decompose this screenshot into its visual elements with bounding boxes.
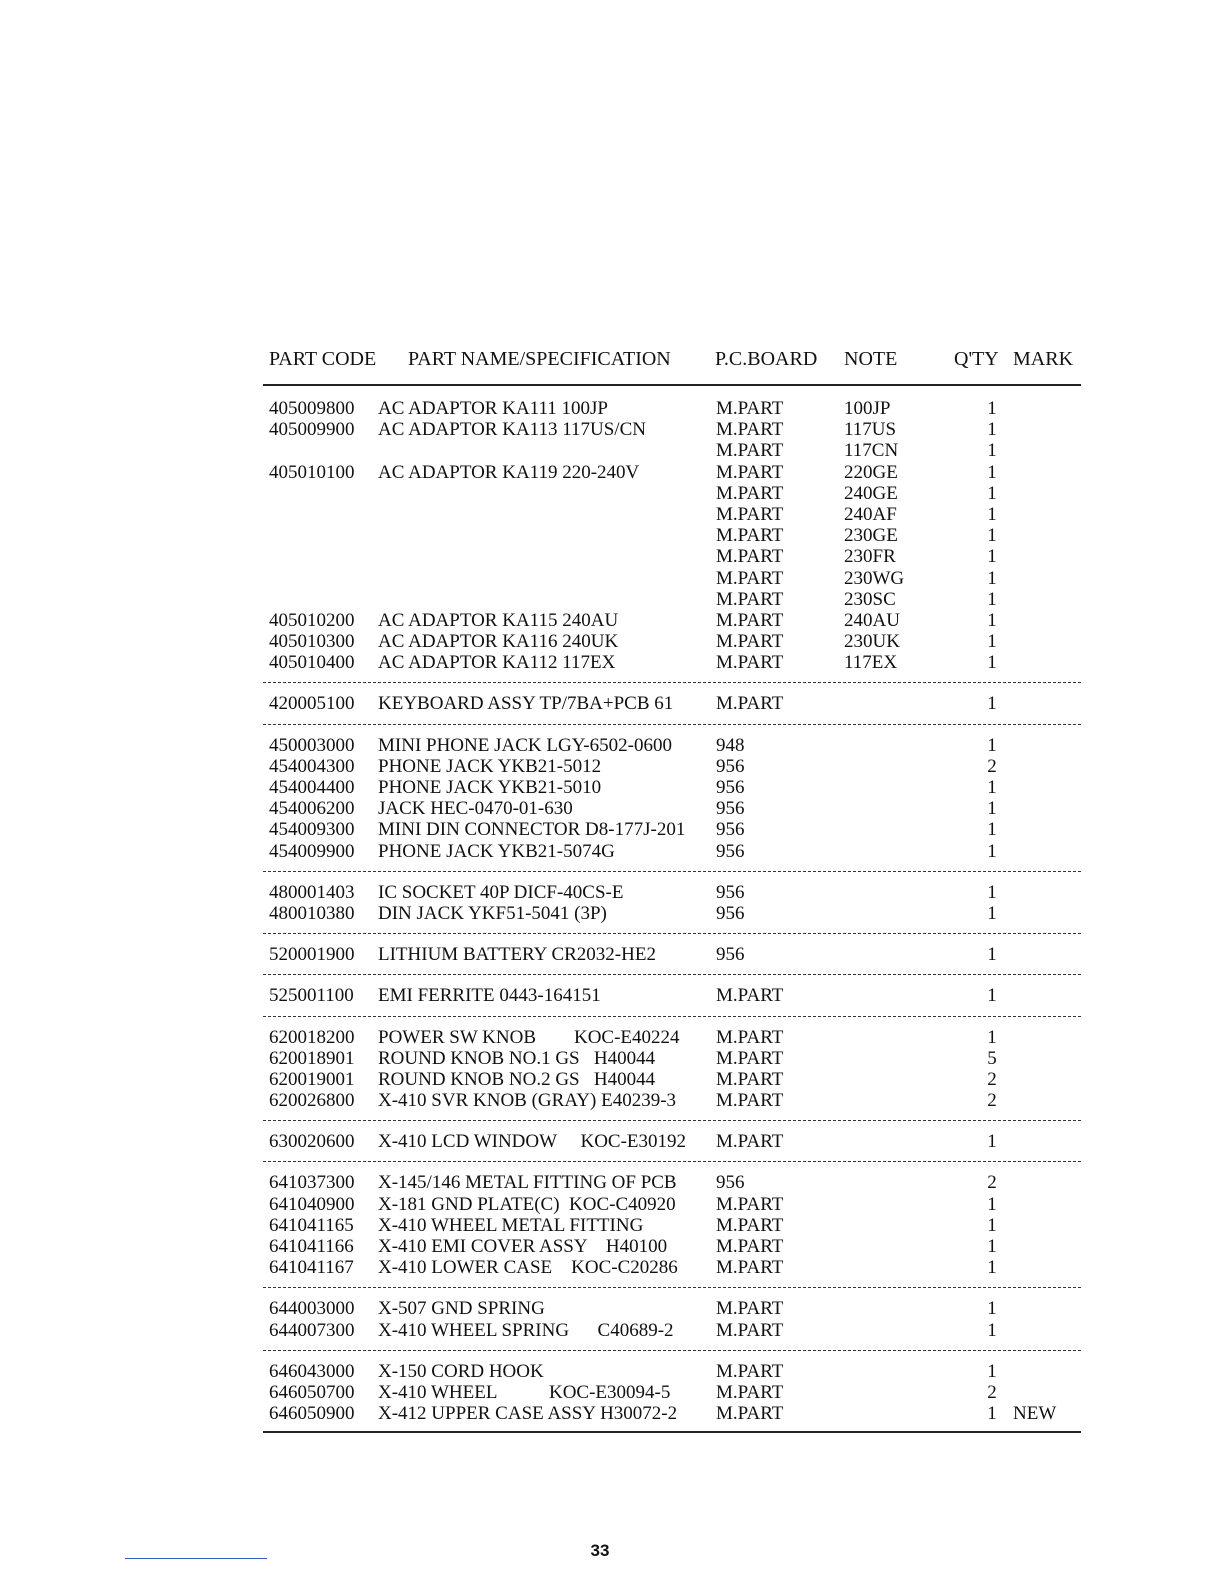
header-part-code: PART CODE <box>269 348 377 370</box>
header-note: NOTE <box>844 348 898 370</box>
cell-note: 230UK <box>844 631 900 653</box>
cell-pc-board: M.PART <box>716 461 784 483</box>
cell-part-name: X-507 GND SPRING <box>378 1298 545 1320</box>
cell-note: 230GE <box>844 525 898 547</box>
table-body <box>263 386 1081 1424</box>
parts-list <box>263 348 1081 1433</box>
cell-qty: 1 <box>987 567 997 589</box>
cell-qty: 1 <box>987 631 997 653</box>
cell-note: 240AF <box>844 503 897 525</box>
cell-pc-board: 956 <box>716 944 745 966</box>
cell-qty: 1 <box>987 652 997 674</box>
cell-qty: 2 <box>987 755 997 777</box>
cell-qty: 2 <box>987 1068 997 1090</box>
table-row <box>263 483 1081 504</box>
cell-part-code: 646043000 <box>269 1360 355 1382</box>
cell-part-name: X-410 LOWER CASE KOC-C20286 <box>378 1257 678 1279</box>
part-group <box>263 1027 1081 1112</box>
cell-part-code: 641041167 <box>269 1257 354 1279</box>
cell-pc-board: M.PART <box>716 1026 784 1048</box>
cell-part-name: IC SOCKET 40P DICF-40CS-E <box>378 881 624 903</box>
part-group <box>263 944 1081 965</box>
cell-part-name: AC ADAPTOR KA115 240AU <box>378 609 619 631</box>
cell-part-name: POWER SW KNOB KOC-E40224 <box>378 1026 680 1048</box>
cell-pc-board: M.PART <box>716 525 784 547</box>
header-pc-board: P.C.BOARD <box>715 348 818 370</box>
cell-pc-board: 948 <box>716 734 745 756</box>
group-separator <box>263 1120 1081 1121</box>
table-row <box>263 735 1081 756</box>
cell-part-name: X-410 WHEEL SPRING C40689-2 <box>378 1319 674 1341</box>
cell-pc-board: M.PART <box>716 419 784 441</box>
group-separator <box>263 682 1081 683</box>
cell-part-name: LITHIUM BATTERY CR2032-HE2 <box>378 944 656 966</box>
cell-pc-board: 956 <box>716 902 745 924</box>
cell-part-code: 644003000 <box>269 1298 355 1320</box>
cell-pc-board: M.PART <box>716 1360 784 1382</box>
header-qty: Q'TY <box>954 348 999 370</box>
cell-qty: 1 <box>987 503 997 525</box>
group-separator <box>263 724 1081 725</box>
cell-qty: 1 <box>987 1193 997 1215</box>
cell-part-name: AC ADAPTOR KA112 117EX <box>378 652 616 674</box>
table-row <box>263 944 1081 965</box>
cell-part-code: 405010200 <box>269 609 355 631</box>
cell-pc-board: M.PART <box>716 398 784 419</box>
cell-qty: 1 <box>987 525 997 547</box>
table-row <box>263 568 1081 589</box>
header-part-name: PART NAME/SPECIFICATION <box>408 348 671 370</box>
cell-note: 117EX <box>844 652 898 674</box>
cell-part-code: 630020600 <box>269 1131 355 1153</box>
part-group <box>263 1298 1081 1340</box>
cell-part-name: EMI FERRITE 0443-164151 <box>378 985 601 1007</box>
cell-part-code: 520001900 <box>269 944 355 966</box>
cell-pc-board: 956 <box>716 840 745 862</box>
cell-pc-board: M.PART <box>716 1131 784 1153</box>
cell-qty: 1 <box>987 461 997 483</box>
cell-pc-board: M.PART <box>716 1236 784 1257</box>
cell-qty: 1 <box>987 693 997 715</box>
cell-pc-board: M.PART <box>716 567 784 589</box>
table-row <box>263 693 1081 714</box>
table-row <box>263 1403 1081 1424</box>
table-row <box>263 631 1081 652</box>
cell-qty: 1 <box>987 1026 997 1048</box>
group-separator <box>263 1161 1081 1162</box>
cell-qty: 2 <box>987 1090 997 1112</box>
cell-part-code: 405010300 <box>269 631 355 653</box>
cell-qty: 1 <box>987 588 997 610</box>
part-group <box>263 693 1081 714</box>
cell-part-code: 480010380 <box>269 902 355 924</box>
table-row <box>263 462 1081 483</box>
group-separator <box>263 933 1081 934</box>
cell-part-code: 450003000 <box>269 734 355 756</box>
cell-pc-board: 956 <box>716 755 745 777</box>
group-separator <box>263 871 1081 872</box>
cell-note: 117CN <box>844 440 899 462</box>
cell-part-code: 646050700 <box>269 1381 355 1403</box>
cell-part-name: ROUND KNOB NO.2 GS H40044 <box>378 1068 656 1090</box>
cell-part-name: KEYBOARD ASSY TP/7BA+PCB 61 <box>378 693 674 715</box>
table-row <box>263 819 1081 840</box>
part-group <box>263 1172 1081 1278</box>
cell-qty: 1 <box>987 1131 997 1153</box>
group-separator <box>263 1287 1081 1288</box>
cell-pc-board: M.PART <box>716 1214 784 1236</box>
table-row <box>263 504 1081 525</box>
cell-part-code: 454004300 <box>269 755 355 777</box>
cell-part-code: 641041165 <box>269 1214 354 1236</box>
cell-part-code: 620018200 <box>269 1026 355 1048</box>
cell-pc-board: M.PART <box>716 546 784 568</box>
cell-qty: 5 <box>987 1047 997 1069</box>
cell-part-name: X-410 EMI COVER ASSY H40100 <box>378 1236 668 1257</box>
cell-note: 220GE <box>844 461 898 483</box>
cell-part-code: 646050900 <box>269 1403 355 1425</box>
table-row <box>263 756 1081 777</box>
cell-part-name: X-412 UPPER CASE ASSY H30072-2 <box>378 1403 678 1425</box>
cell-qty: 1 <box>987 985 997 1007</box>
cell-pc-board: M.PART <box>716 1068 784 1090</box>
cell-part-name: AC ADAPTOR KA113 117US/CN <box>378 419 646 441</box>
cell-qty: 1 <box>987 398 997 419</box>
part-group <box>263 882 1081 924</box>
table-row <box>263 1194 1081 1215</box>
cell-qty: 1 <box>987 609 997 631</box>
cell-part-code: 620018901 <box>269 1047 355 1069</box>
cell-qty: 1 <box>987 482 997 504</box>
cell-part-code: 454009900 <box>269 840 355 862</box>
table-row <box>263 1048 1081 1069</box>
cell-qty: 1 <box>987 840 997 862</box>
cell-pc-board: 956 <box>716 777 745 798</box>
cell-pc-board: M.PART <box>716 482 784 504</box>
table-row <box>263 1361 1081 1382</box>
table-row <box>263 1382 1081 1403</box>
table-row <box>263 652 1081 673</box>
group-separator <box>263 974 1081 975</box>
cell-pc-board: M.PART <box>716 1047 784 1069</box>
cell-qty: 1 <box>987 419 997 441</box>
cell-part-name: PHONE JACK YKB21-5074G <box>378 840 615 862</box>
cell-mark: NEW <box>1013 1403 1057 1425</box>
cell-note: 100JP <box>844 398 891 419</box>
cell-qty: 1 <box>987 546 997 568</box>
cell-pc-board: 956 <box>716 881 745 903</box>
cell-pc-board: M.PART <box>716 1298 784 1320</box>
cell-pc-board: 956 <box>716 798 745 820</box>
cell-qty: 1 <box>987 881 997 903</box>
cell-part-code: 641037300 <box>269 1172 355 1194</box>
cell-part-code: 405010100 <box>269 461 355 483</box>
group-separator <box>263 1016 1081 1017</box>
cell-qty: 2 <box>987 1172 997 1194</box>
cell-qty: 1 <box>987 1236 997 1257</box>
cell-qty: 1 <box>987 819 997 841</box>
cell-part-name: AC ADAPTOR KA111 100JP <box>378 398 608 419</box>
table-row <box>263 1320 1081 1341</box>
cell-pc-board: M.PART <box>716 631 784 653</box>
table-row <box>263 440 1081 461</box>
footer-link-line <box>125 1558 267 1559</box>
cell-part-name: MINI DIN CONNECTOR D8-177J-201 <box>378 819 686 841</box>
table-row <box>263 610 1081 631</box>
cell-part-code: 405009900 <box>269 419 355 441</box>
cell-part-name: X-410 SVR KNOB (GRAY) E40239-3 <box>378 1090 677 1112</box>
cell-part-name: JACK HEC-0470-01-630 <box>378 798 573 820</box>
cell-part-name: X-145/146 METAL FITTING OF PCB <box>378 1172 677 1194</box>
cell-pc-board: 956 <box>716 819 745 841</box>
page-number: 33 <box>590 1541 610 1560</box>
cell-part-code: 420005100 <box>269 693 355 715</box>
cell-part-name: X-150 CORD HOOK <box>378 1360 544 1382</box>
cell-qty: 1 <box>987 440 997 462</box>
table-header <box>263 348 1081 376</box>
table-row <box>263 1172 1081 1193</box>
cell-part-name: PHONE JACK YKB21-5010 <box>378 777 602 798</box>
cell-note: 230WG <box>844 567 905 589</box>
cell-qty: 1 <box>987 1298 997 1320</box>
cell-pc-board: M.PART <box>716 1381 784 1403</box>
cell-note: 230FR <box>844 546 896 568</box>
table-row <box>263 1069 1081 1090</box>
group-separator <box>263 1350 1081 1351</box>
cell-pc-board: M.PART <box>716 652 784 674</box>
cell-part-code: 454004400 <box>269 777 355 798</box>
cell-qty: 1 <box>987 1257 997 1279</box>
cell-part-code: 620026800 <box>269 1090 355 1112</box>
table-row <box>263 589 1081 610</box>
cell-pc-board: M.PART <box>716 1319 784 1341</box>
cell-qty: 2 <box>987 1381 997 1403</box>
cell-qty: 1 <box>987 798 997 820</box>
cell-qty: 1 <box>987 1403 997 1425</box>
cell-part-name: AC ADAPTOR KA116 240UK <box>378 631 619 653</box>
cell-part-code: 454009300 <box>269 819 355 841</box>
cell-qty: 1 <box>987 734 997 756</box>
part-group <box>263 985 1081 1006</box>
cell-qty: 1 <box>987 1319 997 1341</box>
cell-part-name: ROUND KNOB NO.1 GS H40044 <box>378 1047 656 1069</box>
part-group <box>263 1131 1081 1152</box>
cell-part-name: MINI PHONE JACK LGY-6502-0600 <box>378 734 672 756</box>
cell-qty: 1 <box>987 777 997 798</box>
cell-qty: 1 <box>987 902 997 924</box>
cell-part-code: 480001403 <box>269 881 355 903</box>
table-row <box>263 1215 1081 1236</box>
part-group <box>263 1361 1081 1425</box>
cell-pc-board: M.PART <box>716 503 784 525</box>
part-group <box>263 735 1081 862</box>
cell-part-code: 454006200 <box>269 798 355 820</box>
cell-part-name: PHONE JACK YKB21-5012 <box>378 755 602 777</box>
cell-pc-board: M.PART <box>716 1257 784 1279</box>
table-row <box>263 1298 1081 1319</box>
cell-part-code: 641040900 <box>269 1193 355 1215</box>
table-row <box>263 525 1081 546</box>
cell-part-name: DIN JACK YKF51-5041 (3P) <box>378 902 607 924</box>
cell-pc-board: M.PART <box>716 588 784 610</box>
cell-part-code: 641041166 <box>269 1236 354 1257</box>
table-row <box>263 419 1081 440</box>
table-row <box>263 546 1081 567</box>
cell-pc-board: M.PART <box>716 609 784 631</box>
table-row <box>263 1236 1081 1257</box>
table-row <box>263 1027 1081 1048</box>
table-row <box>263 777 1081 798</box>
table-row <box>263 903 1081 924</box>
cell-note: 240AU <box>844 609 900 631</box>
table-row <box>263 398 1081 419</box>
cell-part-code: 644007300 <box>269 1319 355 1341</box>
cell-note: 117US <box>844 419 897 441</box>
cell-part-name: AC ADAPTOR KA119 220-240V <box>378 461 640 483</box>
table-row <box>263 882 1081 903</box>
table-row <box>263 798 1081 819</box>
cell-part-name: X-410 WHEEL METAL FITTING <box>378 1214 644 1236</box>
cell-qty: 1 <box>987 1214 997 1236</box>
cell-part-code: 405010400 <box>269 652 355 674</box>
cell-pc-board: M.PART <box>716 440 784 462</box>
cell-qty: 1 <box>987 1360 997 1382</box>
cell-part-name: X-410 LCD WINDOW KOC-E30192 <box>378 1131 687 1153</box>
cell-part-code: 620019001 <box>269 1068 355 1090</box>
cell-part-code: 405009800 <box>269 398 355 419</box>
table-row <box>263 985 1081 1006</box>
cell-pc-board: 956 <box>716 1172 745 1194</box>
header-mark: MARK <box>1013 348 1074 370</box>
table-row <box>263 841 1081 862</box>
cell-pc-board: M.PART <box>716 985 784 1007</box>
cell-note: 230SC <box>844 588 896 610</box>
cell-part-code: 525001100 <box>269 985 354 1007</box>
cell-qty: 1 <box>987 944 997 966</box>
cell-part-name: X-181 GND PLATE(C) KOC-C40920 <box>378 1193 676 1215</box>
cell-part-name: X-410 WHEEL KOC-E30094-5 <box>378 1381 671 1403</box>
part-group <box>263 398 1081 673</box>
bottom-rule <box>263 1431 1081 1433</box>
table-row <box>263 1131 1081 1152</box>
table-row <box>263 1090 1081 1111</box>
cell-pc-board: M.PART <box>716 1403 784 1425</box>
table-row <box>263 1257 1081 1278</box>
cell-note: 240GE <box>844 482 898 504</box>
cell-pc-board: M.PART <box>716 1090 784 1112</box>
cell-pc-board: M.PART <box>716 1193 784 1215</box>
cell-pc-board: M.PART <box>716 693 784 715</box>
